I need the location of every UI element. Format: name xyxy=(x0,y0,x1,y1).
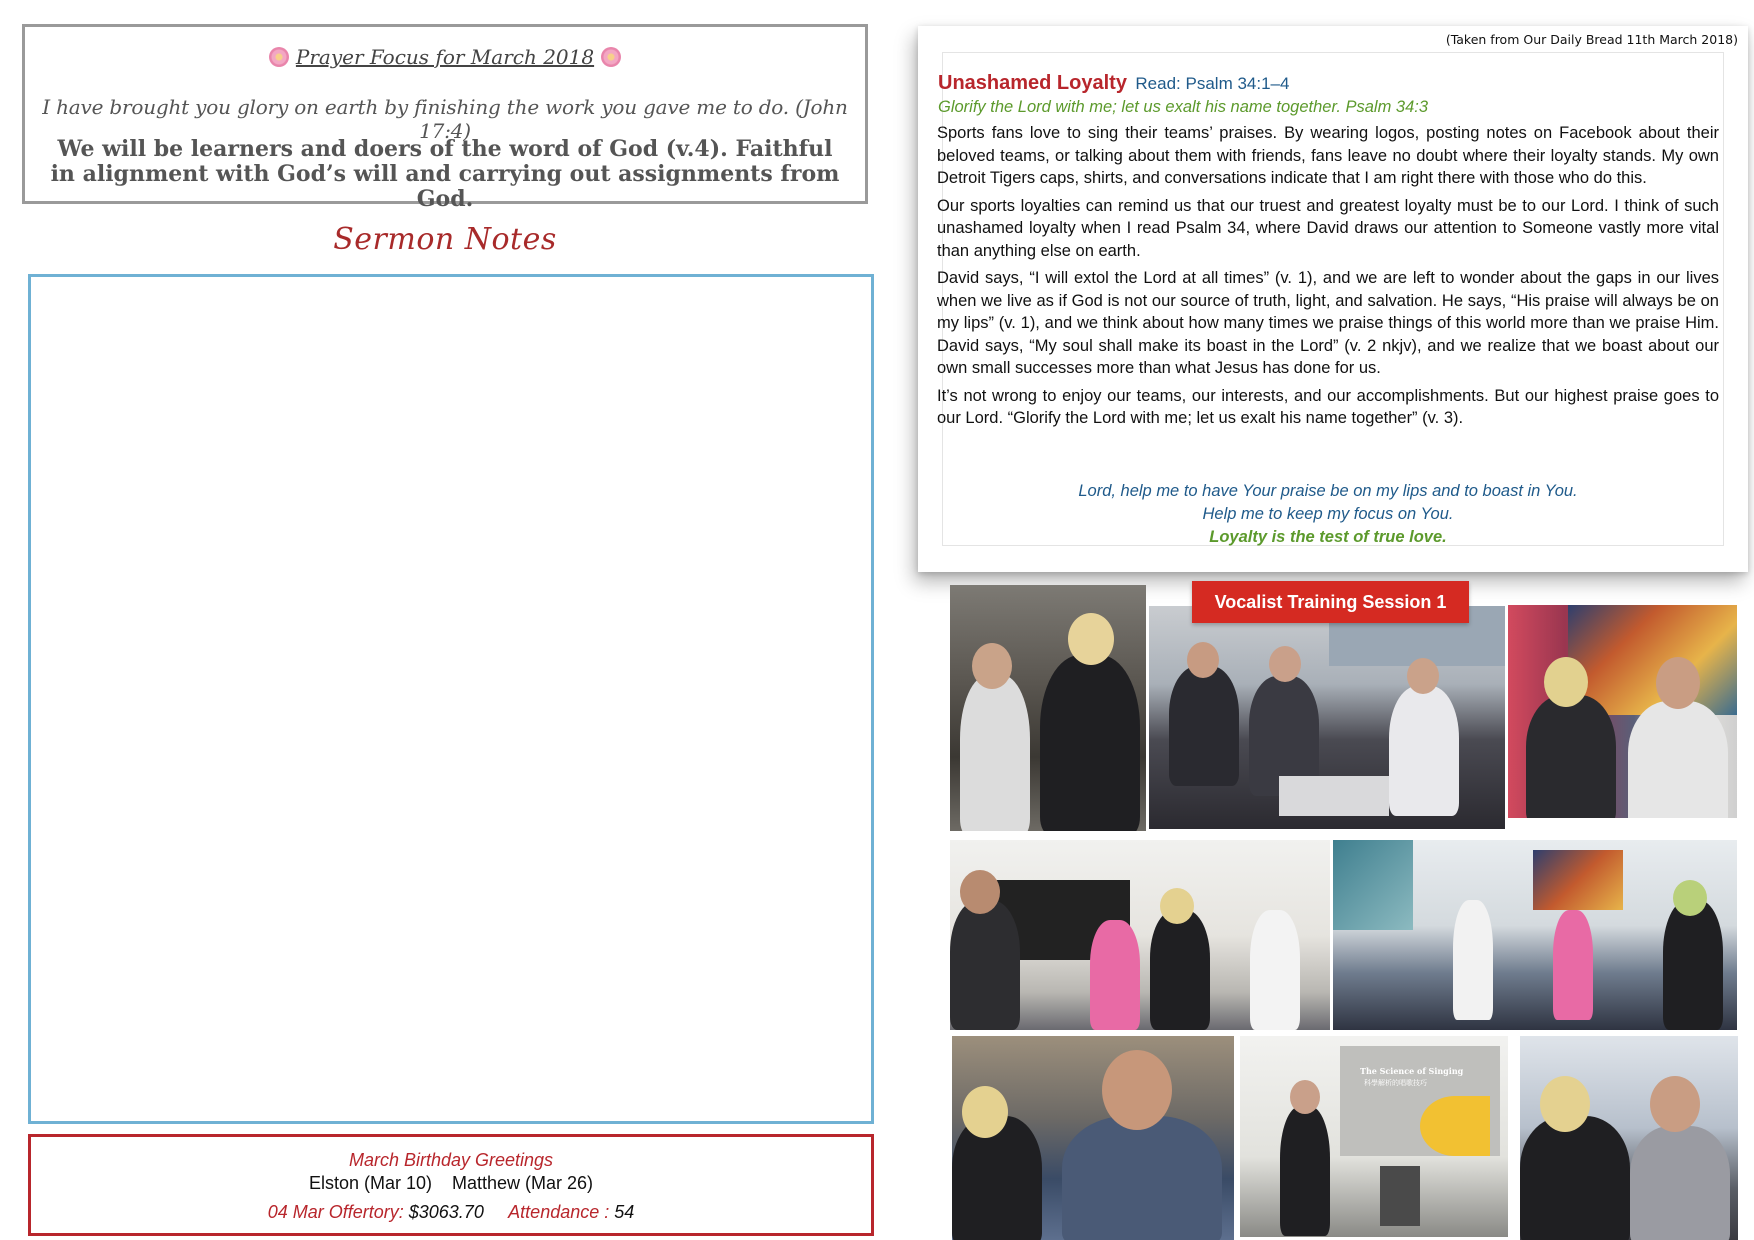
devotion-key-verse: Glorify the Lord with me; let us exalt his name together. Psalm 34:3 xyxy=(938,98,1429,116)
devotion-source: (Taken from Our Daily Bread 11th March 2018) xyxy=(1445,32,1738,47)
photo-8 xyxy=(1520,1036,1738,1240)
devotion-body xyxy=(937,122,1719,435)
sermon-notes-heading: Sermon Notes xyxy=(333,222,557,257)
devotion-thought: Loyalty is the test of true love. xyxy=(1209,528,1447,546)
birthday-title: March Birthday Greetings xyxy=(348,1150,554,1170)
devotion-paragraph: David says, “I will extol the Lord at all times” (v. 1), and we are left to wonder about the gaps in our lives when we live as if God is not our source of truth, light, and salvation. He says, “His praise will always be on my lips” (v. 1), and we think about how many times we praise things of this world more than we praise Him. David says, “My soul shall make its boast in the Lord” (v. 2 nkjv), and we realize that we boast about our own small successes more than what Jesus has done for us. xyxy=(937,269,1719,377)
devotion-prayer-line: Help me to keep my focus on You. xyxy=(1202,505,1454,523)
photo-2 xyxy=(1149,606,1505,829)
devotion-title: Unashamed Loyalty xyxy=(938,72,1127,94)
photo-6 xyxy=(952,1036,1234,1240)
attendance-value: 54 xyxy=(614,1202,635,1222)
photo-5 xyxy=(1333,840,1737,1030)
flower-icon xyxy=(600,46,622,68)
vocalist-session-banner: Vocalist Training Session 1 xyxy=(1192,581,1469,623)
offertory-label: 04 Mar Offertory: xyxy=(267,1202,409,1222)
photo-4 xyxy=(950,840,1330,1030)
devotion-paragraph: Our sports loyalties can remind us that our truest and greatest loyalty must be to our Lord. I think of such unashamed loyalty when I read Psalm 34, where David draws our attention to Someone vastly more vital than anything else on earth. xyxy=(937,196,1719,260)
photo-7 xyxy=(1240,1036,1508,1237)
offertory-line xyxy=(31,1202,871,1223)
attendance-label: Attendance : xyxy=(508,1202,615,1222)
prayer-focus-box xyxy=(22,24,868,212)
devotion-prayer xyxy=(938,480,1718,549)
devotion-title-line xyxy=(938,72,1289,95)
offertory-amount: $3063.70 xyxy=(408,1202,484,1222)
devotion-card xyxy=(918,26,1748,572)
devotion-reading: Read: Psalm 34:1–4 xyxy=(1135,74,1290,93)
prayer-focus-title-line xyxy=(25,45,865,69)
slide-subtitle: 科學解析的唱歌技巧 xyxy=(1364,1079,1427,1087)
sermon-notes-area xyxy=(28,274,874,1124)
devotion-paragraph: Sports fans love to sing their teams’ praises. By wearing logos, posting notes on Facebook about their beloved teams, or talking about them with friends, fans leave no doubt where their loyalty stands. My own Detroit Tigers caps, shirts, and conversations indicate that I am right there with those who do this. xyxy=(937,124,1719,187)
prayer-focus-commitment: We will be learners and doers of the word of God (v.4). Faithful in alignment with God’s will and carrying out assignments from God. xyxy=(50,136,840,212)
photo-3 xyxy=(1508,605,1737,818)
flower-icon xyxy=(268,46,290,68)
slide-title: The Science of Singing xyxy=(1360,1066,1464,1076)
birthday-names: Elston (Mar 10) Matthew (Mar 26) xyxy=(308,1173,594,1193)
photo-1 xyxy=(950,585,1146,831)
prayer-focus-verse: I have brought you glory on earth by finishing the work you gave me to do. (John 17:4) xyxy=(42,95,848,143)
prayer-focus-title: Prayer Focus for March 2018 xyxy=(295,45,595,69)
devotion-paragraph: It’s not wrong to enjoy our teams, our interests, and our accomplishments. But our highest praise goes to our Lord. “Glorify the Lord with me; let us exalt his name together” (v. 3). xyxy=(937,386,1719,427)
birthday-offertory-box xyxy=(28,1134,874,1236)
devotion-prayer-line: Lord, help me to have Your praise be on my lips and to boast in You. xyxy=(1078,482,1578,500)
